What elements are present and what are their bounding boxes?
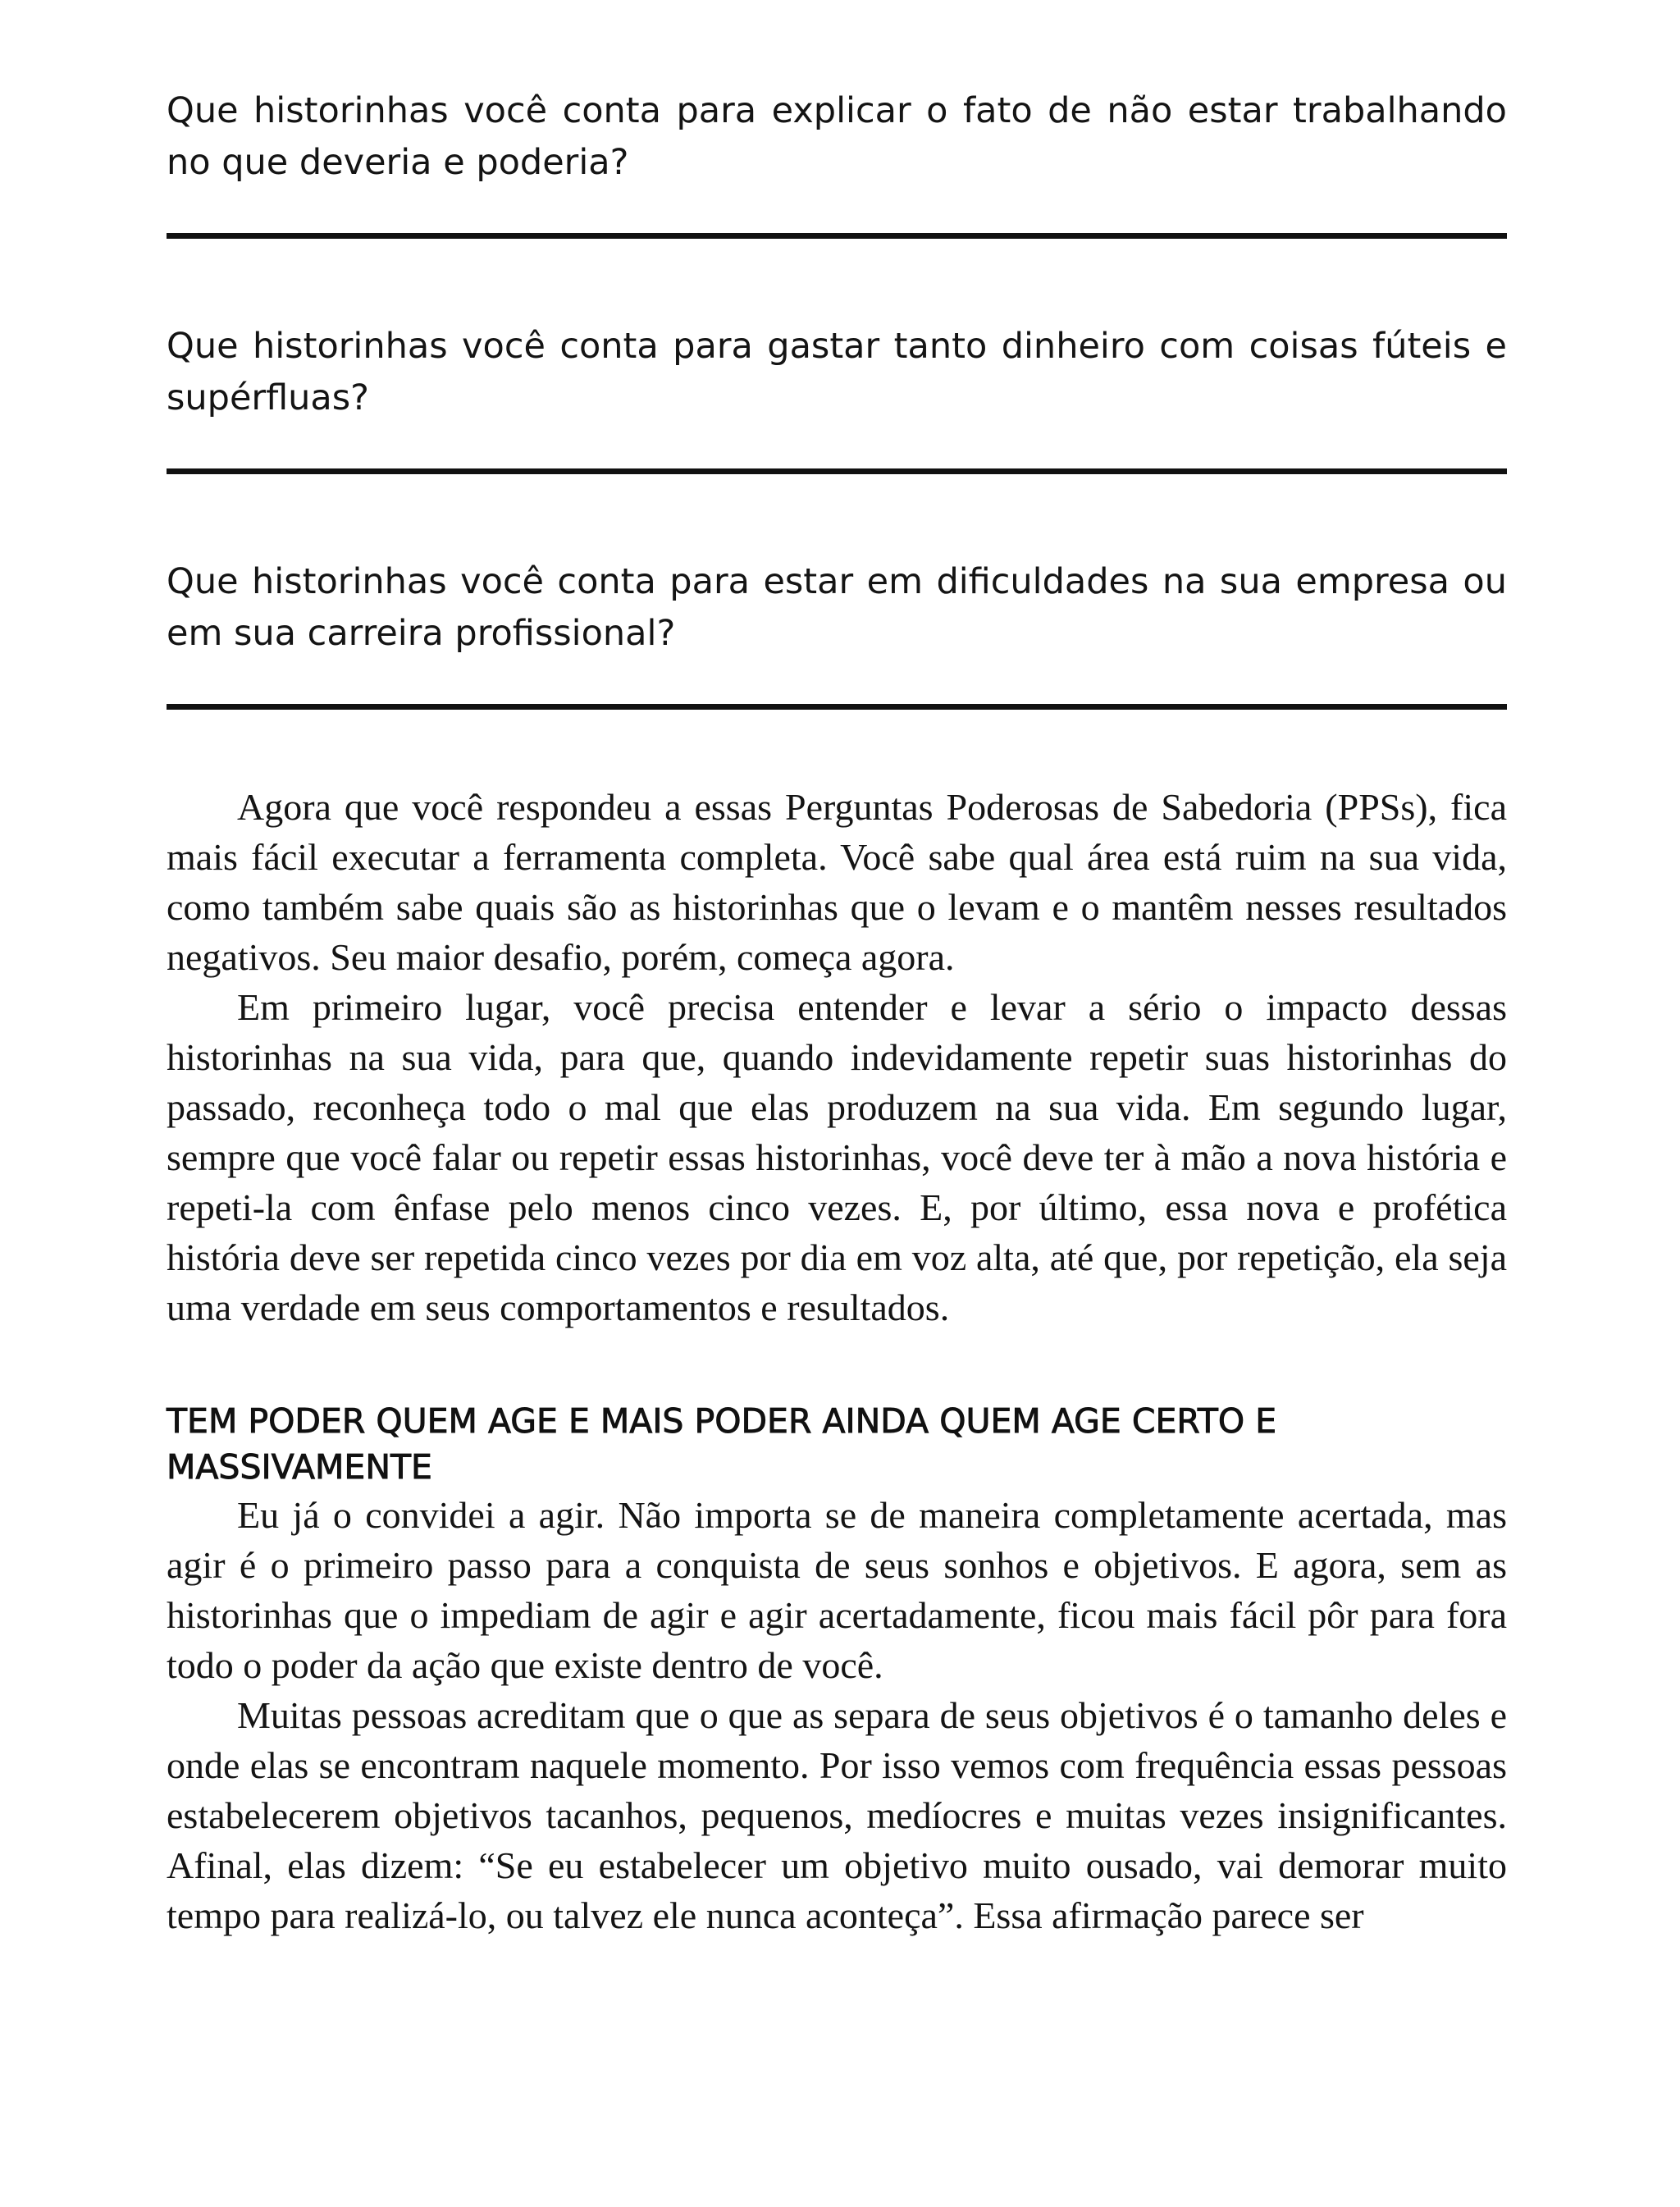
section-heading: TEM PODER QUEM AGE E MAIS PODER AINDA QUEM AGE CERTO E MASSIVAMENTE [167, 1401, 1277, 1487]
body-paragraph: Agora que você respondeu a essas Perguntas Poderosas de Sabedoria (PPSs), fica mais fácil executar a ferramenta completa. Você sabe qual área está ruim na sua vida, como também sabe quais são as historinhas que o levam e o mantêm nesses resultados negativos. Seu maior desafio, porém, começa agora. [167, 786, 1507, 978]
answer-line-1[interactable] [167, 233, 1507, 239]
question-2: Que historinhas você conta para gastar tanto dinheiro com coisas fúteis e supérfluas? [167, 326, 1507, 418]
section-paragraph: Eu já o convidei a agir. Não importa se de maneira completamente acertada, mas agir é o primeiro passo para a conquista de seus sonhos e objetivos. E agora, sem as historinhas que o impediam de agir e agir acertadamente, ficou mais fácil pôr para fora todo o poder da ação que existe dentro de você. [167, 1494, 1507, 1686]
question-3: Que historinhas você conta para estar em dificuldades na sua empresa ou em sua carreira profissional? [167, 561, 1507, 654]
section-paragraph: Muitas pessoas acreditam que o que as separa de seus objetivos é o tamanho deles e onde elas se encontram naquele momento. Por isso vemos com frequência essas pessoas estabelecerem objetivos tacanhos, pequenos, medíocres e muitas vezes insignificantes. Afinal, elas dizem: “Se eu estabelecer um objetivo muito ousado, vai demorar muito tempo para realizá-lo, ou talvez ele nunca aconteça”. Essa afirmação parece ser [167, 1694, 1507, 1936]
body-paragraph: Em primeiro lugar, você precisa entender e levar a sério o impacto dessas historinhas na sua vida, para que, quando indevidamente repetir suas historinhas do passado, reconheça todo o mal que elas produzem na sua vida. Em segundo lugar, sempre que você falar ou repetir essas historinhas, você deve ter à mão a nova história e repeti-la com ênfase pelo menos cinco vezes. E, por último, essa nova e profética história deve ser repetida cinco vezes por dia em voz alta, até que, por repetição, ela seja uma verdade em seus comportamentos e resultados. [167, 986, 1507, 1328]
page-content [167, 85, 1507, 1940]
answer-line-3[interactable] [167, 704, 1507, 710]
answer-line-2[interactable] [167, 468, 1507, 474]
question-1: Que historinhas você conta para explicar o fato de não estar trabalhando no que deveria e poderia? [167, 90, 1507, 183]
